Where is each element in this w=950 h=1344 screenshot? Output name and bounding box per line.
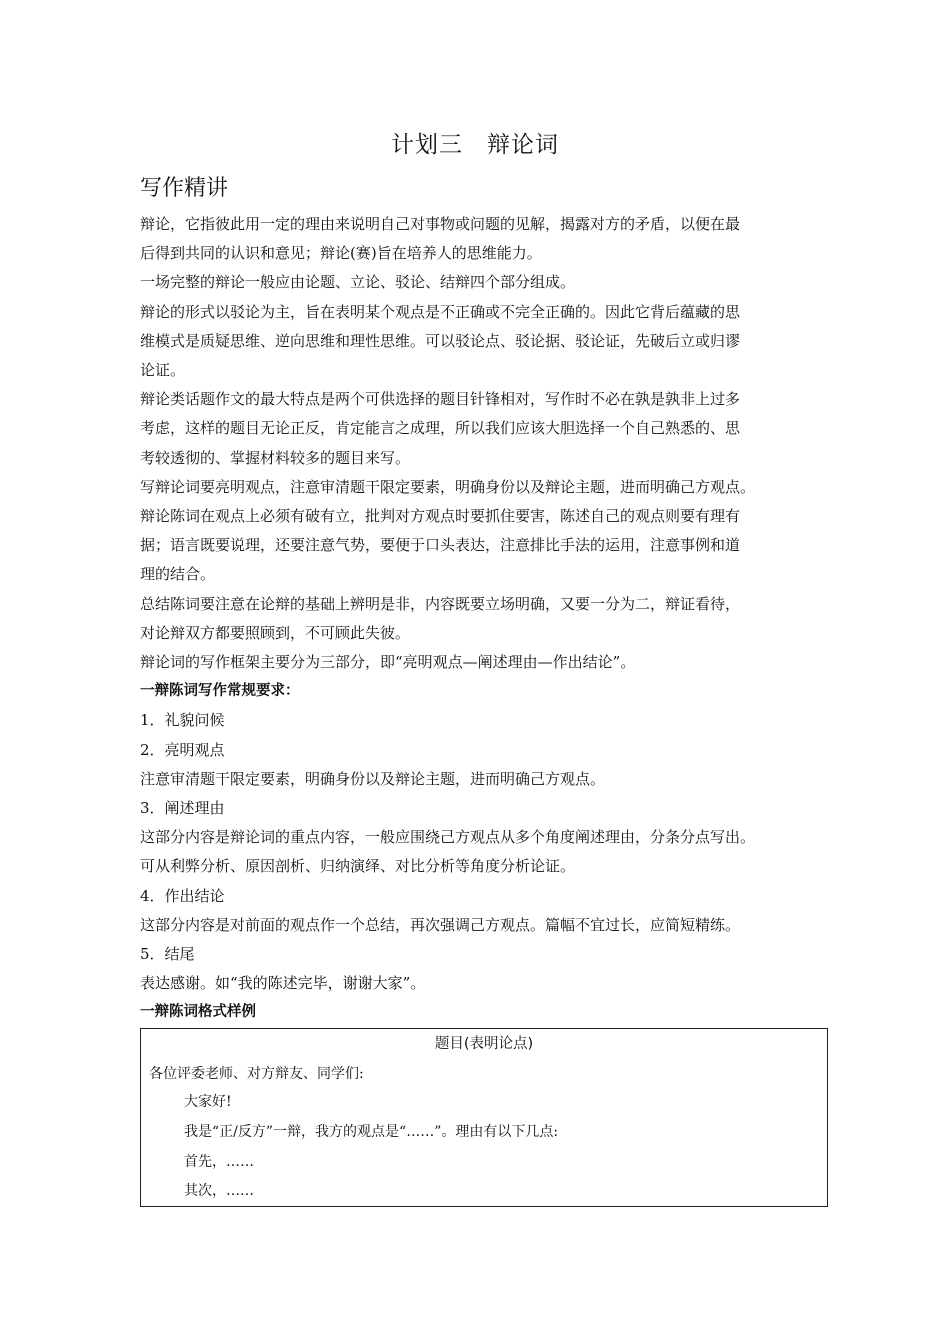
- text-line: 辩论类话题作文的最大特点是两个可供选择的题目针锋相对，写作时不必在孰是孰非上过多: [140, 390, 741, 409]
- text-line: 论证。: [140, 361, 186, 380]
- sample-greeting: 各位评委老师、对方辩友、同学们:: [149, 1066, 364, 1082]
- requirement-line: 5．结尾: [140, 945, 195, 964]
- text-line: 据；语言既要说理，还要注意气势，要便于口头表达，注意排比手法的运用，注意事例和道: [140, 536, 741, 555]
- text-line: 考较透彻的、掌握材料较多的题目来写。: [140, 448, 411, 467]
- requirement-line: 3．阐述理由: [140, 799, 225, 818]
- sample-box-title: 题目(表明论点): [434, 1036, 534, 1052]
- sample-second: 其次，……: [184, 1183, 254, 1199]
- requirement-line: 2．亮明观点: [140, 740, 225, 759]
- requirement-line: 4．作出结论: [140, 886, 225, 905]
- sample-heading: 一辩陈词格式样例: [140, 1004, 256, 1021]
- text-line: 辩论陈词在观点上必须有破有立，批判对方观点时要抓住要害，陈述自己的观点则要有理有: [140, 507, 741, 526]
- sample-first: 首先，……: [184, 1154, 254, 1170]
- text-line: 理的结合。: [140, 565, 216, 584]
- text-line: 对论辩双方都要照顾到，不可顾此失彼。: [140, 623, 411, 642]
- section-heading: 写作精讲: [140, 176, 229, 201]
- sample-box: [140, 1028, 828, 1207]
- requirement-line: 1．礼貌问候: [140, 711, 225, 730]
- requirement-line: 表达感谢。如“我的陈述完毕，谢谢大家”。: [140, 974, 426, 993]
- requirement-line: 这部分内容是辩论词的重点内容，一般应围绕己方观点从多个角度阐述理由，分条分点写出。: [140, 828, 756, 847]
- requirement-line: 这部分内容是对前面的观点作一个总结，再次强调己方观点。篇幅不宜过长，应简短精练。: [140, 915, 741, 934]
- text-line: 总结陈词要注意在论辩的基础上辨明是非，内容既要立场明确，又要一分为二，辩证看待，: [140, 594, 741, 613]
- text-line: 后得到共同的认识和意见；辩论(赛)旨在培养人的思维能力。: [140, 244, 542, 263]
- sample-stance: 我是“正/反方”一辩，我方的观点是“……”。理由有以下几点:: [184, 1124, 559, 1140]
- requirements-heading: 一辩陈词写作常规要求：: [140, 683, 300, 700]
- document-body: [140, 210, 830, 1028]
- text-line: 辩论词的写作框架主要分为三部分，即“亮明观点—阐述理由—作出结论”。: [140, 653, 636, 672]
- requirement-line: 注意审清题干限定要素，明确身份以及辩论主题，进而明确己方观点。: [140, 769, 606, 788]
- text-line: 辩论的形式以驳论为主，旨在表明某个观点是不正确或不完全正确的。因此它背后蕴藏的思: [140, 302, 741, 321]
- text-line: 写辩论词要亮明观点，注意审清题干限定要素，明确身份以及辩论主题，进而明确己方观点。: [140, 477, 756, 496]
- document-title: 计划三 辩论词: [391, 132, 559, 158]
- text-line: 维模式是质疑思维、逆向思维和理性思维。可以驳论点、驳论据、驳论证，先破后立或归谬: [140, 331, 741, 350]
- requirement-line: 可从利弊分析、原因剖析、归纳演绎、对比分析等角度分析论证。: [140, 857, 576, 876]
- text-line: 考虑，这样的题目无论正反，肯定能言之成理，所以我们应该大胆选择一个自己熟悉的、思: [140, 419, 741, 438]
- text-line: 一场完整的辩论一般应由论题、立论、驳论、结辩四个部分组成。: [140, 273, 576, 292]
- text-line: 辩论，它指彼此用一定的理由来说明自己对事物或问题的见解，揭露对方的矛盾，以便在最: [140, 215, 741, 233]
- sample-hello: 大家好!: [184, 1094, 232, 1110]
